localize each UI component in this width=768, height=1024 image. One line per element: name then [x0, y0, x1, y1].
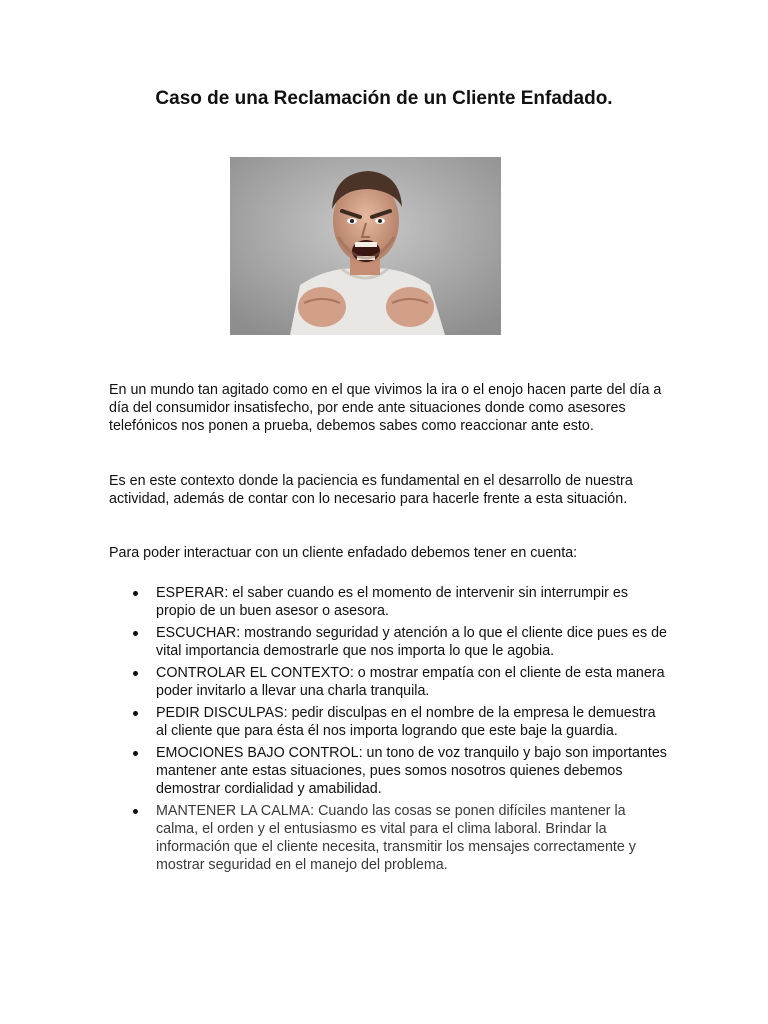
intro-paragraph: En un mundo tan agitado como en el que vivimos la ira o el enojo hacen parte del día a día del consumidor insatisfecho, por ende ante situaciones donde como asesores telefónicos nos ponen a prueba, debemos sabes como reaccionar ante esto. — [109, 382, 662, 434]
bullet-icon — [133, 711, 138, 716]
bullet-icon — [133, 751, 138, 756]
list-item — [109, 704, 669, 740]
list-item — [109, 744, 669, 798]
list-item-text: CONTROLAR EL CONTEXTO: o mostrar empatía con el cliente de esta manera poder invitarlo a llevar una charla tranquila. — [156, 665, 665, 699]
bullet-icon — [133, 671, 138, 676]
document-title: Caso de una Reclamación de un Cliente Enfadado. — [155, 88, 613, 109]
context-paragraph: Es en este contexto donde la paciencia es fundamental en el desarrollo de nuestra actividad, además de contar con lo necesario para hacerle frente a esta situación. — [109, 473, 633, 507]
list-item-text: MANTENER LA CALMA: Cuando las cosas se ponen difíciles mantener la calma, el orden y el entusiasmo es vital para el clima laboral. Brindar la información que el cliente necesita, transmitir los mensajes correctamente y mostrar seguridad en el manejo del problema. — [156, 803, 636, 873]
list-item-text: ESPERAR: el saber cuando es el momento de intervenir sin interrumpir es propio de un buen asesor o asesora. — [156, 585, 629, 619]
list-item — [109, 584, 669, 620]
list-item — [109, 624, 669, 660]
tips-list — [109, 584, 669, 878]
list-item-text: EMOCIONES BAJO CONTROL: un tono de voz tranquilo y bajo son importantes mantener ante estas situaciones, pues somos nosotros quienes debemos demostrar cordialidad y amabilidad. — [156, 745, 667, 797]
list-item — [109, 664, 669, 700]
list-item-text: ESCUCHAR: mostrando seguridad y atención a lo que el cliente dice pues es de vital importancia demostrarle que nos importa lo que le agobia. — [156, 625, 668, 659]
list-item-text: PEDIR DISCULPAS: pedir disculpas en el nombre de la empresa le demuestra al cliente que para ésta él nos importa logrando que este baje la guardia. — [156, 705, 656, 739]
angry-man-photo — [230, 157, 501, 335]
bullet-icon — [133, 631, 138, 636]
list-intro-paragraph: Para poder interactuar con un cliente enfadado debemos tener en cuenta: — [109, 545, 578, 561]
list-item — [109, 802, 669, 874]
bullet-icon — [133, 591, 138, 596]
bullet-icon — [133, 809, 138, 814]
